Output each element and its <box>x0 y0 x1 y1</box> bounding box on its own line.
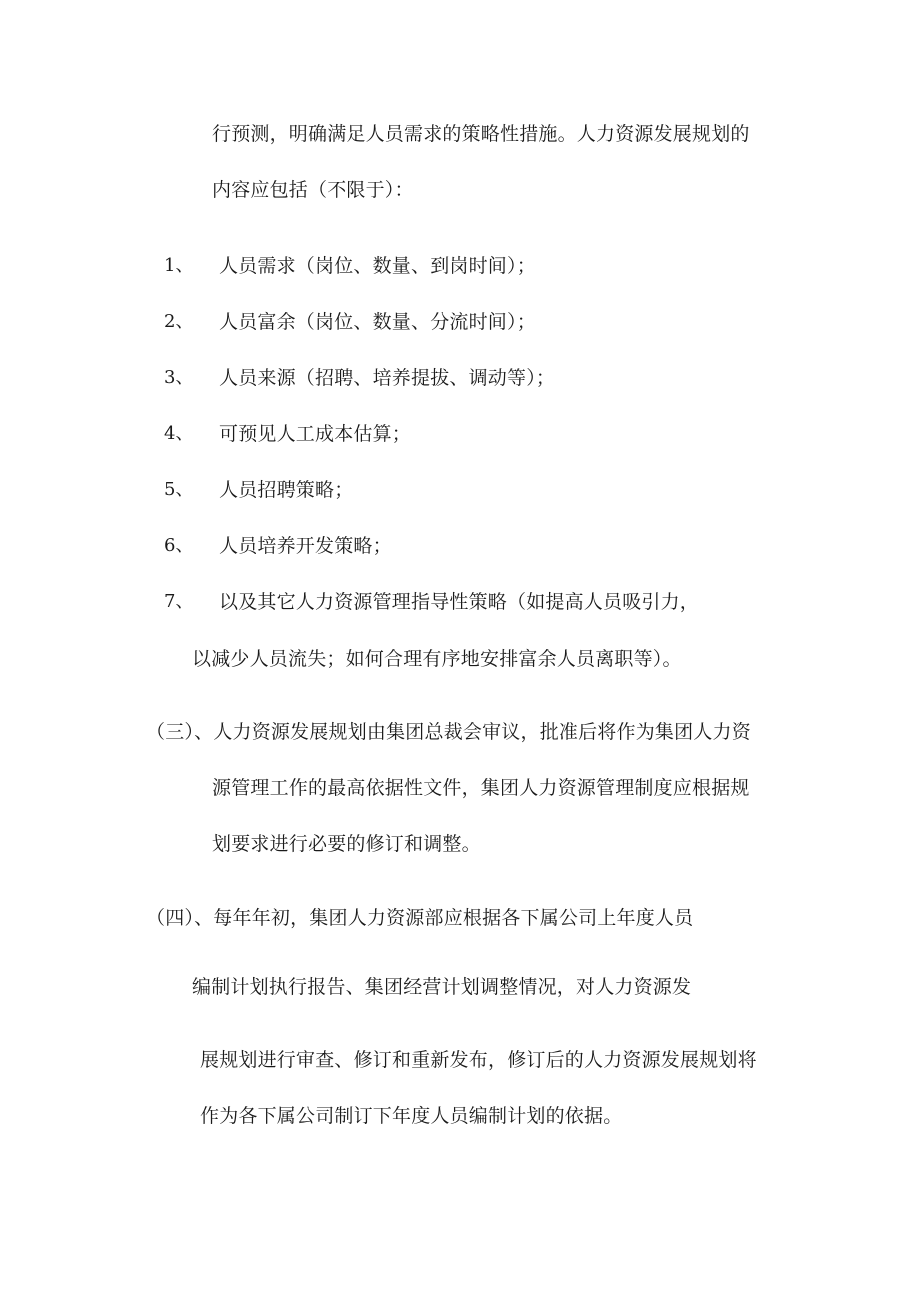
list-item-7-number: 7、 <box>164 591 194 612</box>
section-4-line-1: （四）、每年年初，集团人力资源部应根据各下属公司上年度人员 <box>146 907 694 929</box>
list-item-1-number: 1、 <box>164 255 194 276</box>
list-item-1-text: 人员需求（岗位、数量、到岗时间）； <box>219 255 536 277</box>
intro-line-2: 内容应包括（不限于）： <box>212 179 414 201</box>
list-item-5-text: 人员招聘策略； <box>219 479 354 501</box>
list-item-3-text: 人员来源（招聘、培养提拔、调动等）； <box>219 367 556 389</box>
list-item-2-number: 2、 <box>164 311 194 332</box>
list-item-6-text: 人员培养开发策略； <box>219 535 392 557</box>
list-item-2-text: 人员富余（岗位、数量、分流时间）； <box>219 311 536 333</box>
list-item-6-number: 6、 <box>164 535 194 556</box>
intro-line-1: 行预测，明确满足人员需求的策略性措施。人力资源发展规划的 <box>212 123 750 145</box>
section-4-line-3: 展规划进行审查、修订和重新发布，修订后的人力资源发展规划将 <box>200 1049 757 1071</box>
list-item-7-text: 以及其它人力资源管理指导性策略（如提高人员吸引力， <box>219 591 700 613</box>
section-3-line-1: （三）、人力资源发展规划由集团总裁会审议，批准后将作为集团人力资 <box>146 721 751 743</box>
list-item-7-continuation: 以减少人员流失；如何合理有序地安排富余人员离职等）。 <box>192 648 682 670</box>
list-item-4-text: 可预见人工成本估算； <box>219 423 412 445</box>
list-item-4-number: 4、 <box>164 423 194 444</box>
section-3-line-3: 划要求进行必要的修订和调整。 <box>212 833 481 855</box>
section-4-line-2: 编制计划执行报告、集团经营计划调整情况，对人力资源发 <box>192 976 692 998</box>
list-item-3-number: 3、 <box>164 367 194 388</box>
list-item-5-number: 5、 <box>164 479 194 500</box>
section-3-line-2: 源管理工作的最高依据性文件，集团人力资源管理制度应根据规 <box>212 777 750 799</box>
section-4-line-4: 作为各下属公司制订下年度人员编制计划的依据。 <box>200 1105 623 1127</box>
